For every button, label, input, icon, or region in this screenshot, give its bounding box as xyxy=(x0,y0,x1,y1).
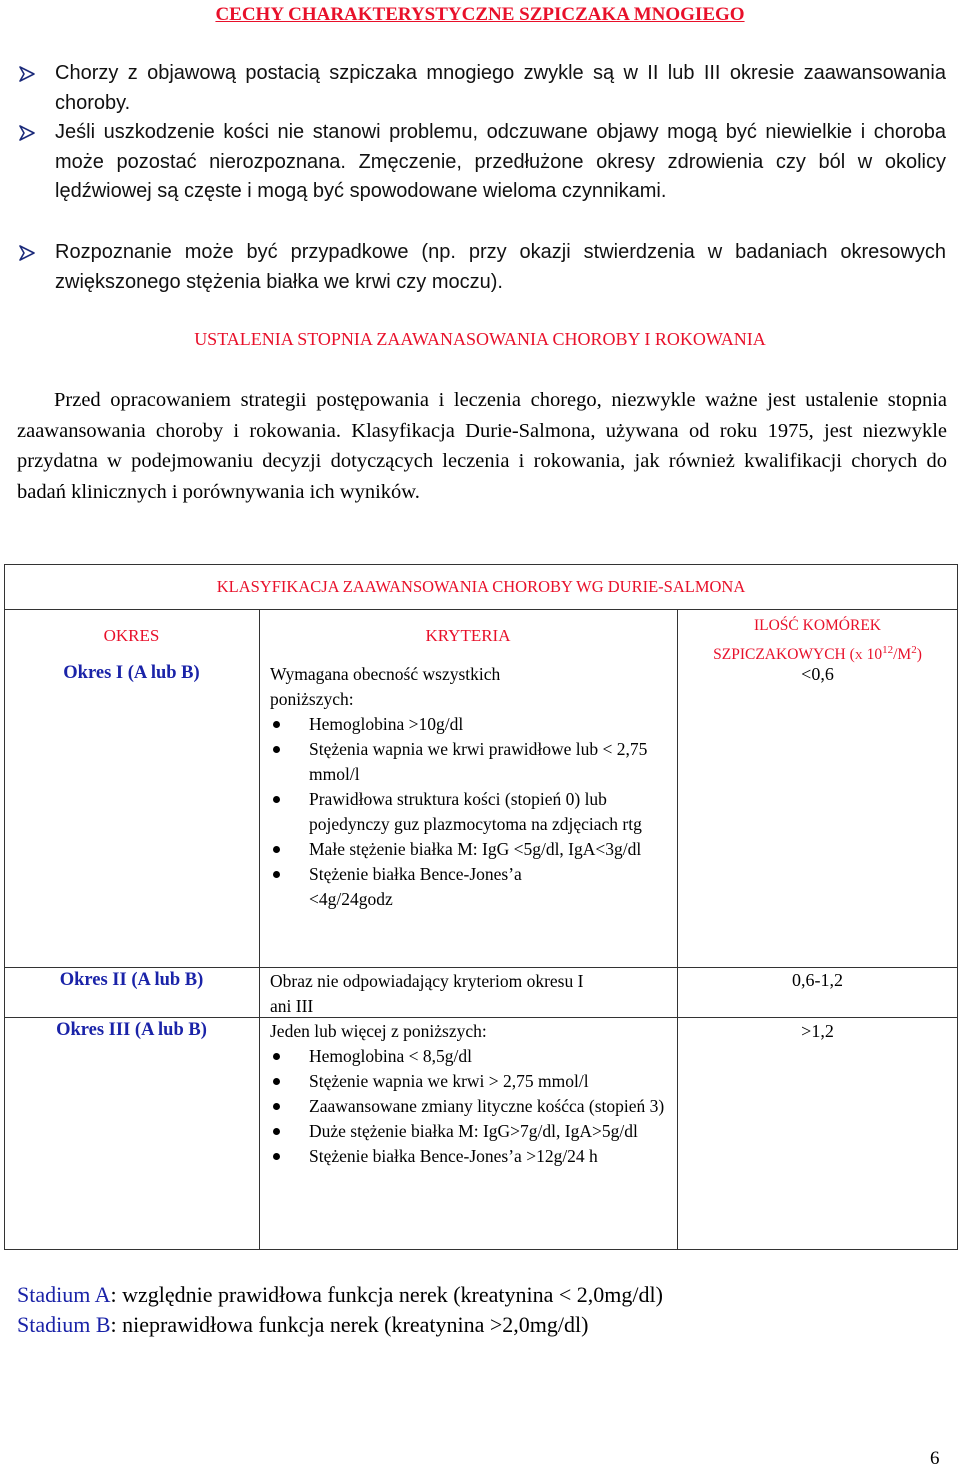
dot-bullet-icon xyxy=(273,796,280,803)
cell-count-value: >1,2 xyxy=(801,1021,834,1041)
list-item xyxy=(270,862,579,912)
list-item xyxy=(270,1119,694,1144)
okres-label: Okres I (A lub B) xyxy=(63,663,200,683)
bullet-text-2: Jeśli uszkodzenie kości nie stanowi problemu, odczuwane objawy mogą być niewielkie i choroba może pozostać nierozpoznana. Zmęczenie, przedłużone okresy zdrowienia czy ból w okolicy lędźwiowej są częste i mogą być spowodowane wieloma czynnikami. xyxy=(55,121,946,202)
criteria-intro: Jeden lub więcej z poniższych: xyxy=(270,1021,487,1041)
criteria-item-text: Zaawansowane zmiany lityczne kośćca (stopień 3) xyxy=(309,1096,665,1116)
bullet-text-1: Chorzy z objawową postacią szpiczaka mnogiego zwykle są w II lub III okresie zaawansowania choroby. xyxy=(55,62,946,114)
header-okres: OKRES xyxy=(103,626,160,645)
dot-bullet-icon xyxy=(273,746,280,753)
dot-bullet-icon xyxy=(273,846,280,853)
arrow-bullet-icon xyxy=(17,123,37,143)
okres-label: Okres II (A lub B) xyxy=(59,970,204,990)
dot-bullet-icon xyxy=(273,1128,280,1135)
page-number: 6 xyxy=(930,1448,940,1469)
header-komorki-line1: ILOŚĆ KOMÓREK xyxy=(753,617,882,634)
criteria-item-text: Duże stężenie białka M: IgG>7g/dl, IgA>5g/dl xyxy=(309,1121,638,1141)
stadium-text: : względnie prawidłowa funkcja nerek (kreatynina < 2,0mg/dl) xyxy=(110,1282,663,1307)
criteria-item-text: Stężenie białka Bence-Jones’a <4g/24godz xyxy=(309,864,522,909)
criteria-cell xyxy=(270,969,600,1019)
header-komorki-exponent: 12 xyxy=(882,644,894,656)
header-komorki-exponent: 2 xyxy=(911,644,917,656)
table-divider xyxy=(259,609,260,1249)
stadium-text: : nieprawidłowa funkcja nerek (kreatynina >2,0mg/dl) xyxy=(110,1312,589,1337)
table-divider xyxy=(4,967,958,968)
criteria-list xyxy=(270,712,655,912)
header-kryteria: KRYTERIA xyxy=(425,626,511,645)
criteria-intro: Obraz nie odpowiadający kryteriom okresu I ani III xyxy=(270,971,584,1016)
stadium-label: Stadium B xyxy=(17,1312,111,1337)
criteria-item-text: Hemoglobina >10g/dl xyxy=(309,714,464,734)
header-komorki-line2 xyxy=(677,638,958,667)
header-komorki-text: SZPICZAKOWYCH (x 10 xyxy=(713,646,883,664)
criteria-item-text: Małe stężenie białka M: IgG <5g/dl, IgA<3g/dl xyxy=(309,839,642,859)
criteria-item-text: Stężenia wapnia we krwi prawidłowe lub < 2,75 mmol/l xyxy=(309,739,648,784)
list-item xyxy=(270,737,655,787)
criteria-intro: Wymagana obecność wszystkich poniższych: xyxy=(270,664,501,709)
table-title: KLASYFIKACJA ZAAWANSOWANIA CHOROBY WG DURIE-SALMONA xyxy=(216,577,746,596)
list-item xyxy=(270,1069,665,1094)
list-item xyxy=(270,837,655,862)
header-komorki-unit: /M xyxy=(893,646,912,664)
table-divider xyxy=(4,609,958,610)
cell-count-value: <0,6 xyxy=(801,664,834,684)
list-item xyxy=(270,1094,694,1119)
cell-count-value: 0,6-1,2 xyxy=(792,970,843,990)
dot-bullet-icon xyxy=(273,1053,280,1060)
dot-bullet-icon xyxy=(273,1078,280,1085)
list-item xyxy=(270,787,655,837)
criteria-item-text: Stężenie białka Bence-Jones’a >12g/24 h xyxy=(309,1146,598,1166)
criteria-list xyxy=(270,1044,665,1169)
dot-bullet-icon xyxy=(273,721,280,728)
criteria-item-text: Prawidłowa struktura kości (stopień 0) lub pojedynczy guz plazmocytoma na zdjęciach rtg xyxy=(309,789,642,834)
stadium-b-line xyxy=(17,1312,588,1338)
dot-bullet-icon xyxy=(273,1153,280,1160)
stadium-label: Stadium A xyxy=(17,1282,111,1307)
dot-bullet-icon xyxy=(273,1103,280,1110)
page-title: CECHY CHARAKTERYSTYCZNE SZPICZAKA MNOGIEGO xyxy=(215,4,745,25)
criteria-cell xyxy=(270,662,670,912)
arrow-bullet-icon xyxy=(17,64,37,84)
header-komorki xyxy=(677,614,958,667)
criteria-cell xyxy=(270,1019,670,1169)
criteria-item-text: Stężenie wapnia we krwi > 2,75 mmol/l xyxy=(309,1071,589,1091)
bullet-text-3: Rozpoznanie może być przypadkowe (np. przy okazji stwierdzenia w badaniach okresowych zwiększonego stężenia białka we krwi czy moczu). xyxy=(55,241,946,293)
stadium-a-line xyxy=(17,1282,663,1308)
intro-paragraph: Przed opracowaniem strategii postępowania i leczenia chorego, niezwykle ważne jest ustalenie stopnia zaawansowania choroby i rokowania. Klasyfikacja Durie-Salmona, używana od roku 1975, jest niezwykle przydatna w podejmowaniu decyzji dotyczących leczenia i rokowania, jak również kwalifikacji chorych do badań klinicznych i porównywania ich wyników. xyxy=(17,389,947,503)
criteria-item-text: Hemoglobina < 8,5g/dl xyxy=(309,1046,472,1066)
header-komorki-close: ) xyxy=(916,646,922,664)
arrow-bullet-icon xyxy=(17,243,37,263)
section-title: USTALENIA STOPNIA ZAAWANASOWANIA CHOROBY I ROKOWANIA xyxy=(194,329,766,349)
dot-bullet-icon xyxy=(273,871,280,878)
list-item xyxy=(270,712,655,737)
okres-label: Okres III (A lub B) xyxy=(56,1020,207,1040)
list-item xyxy=(270,1144,694,1169)
list-item xyxy=(270,1044,665,1069)
